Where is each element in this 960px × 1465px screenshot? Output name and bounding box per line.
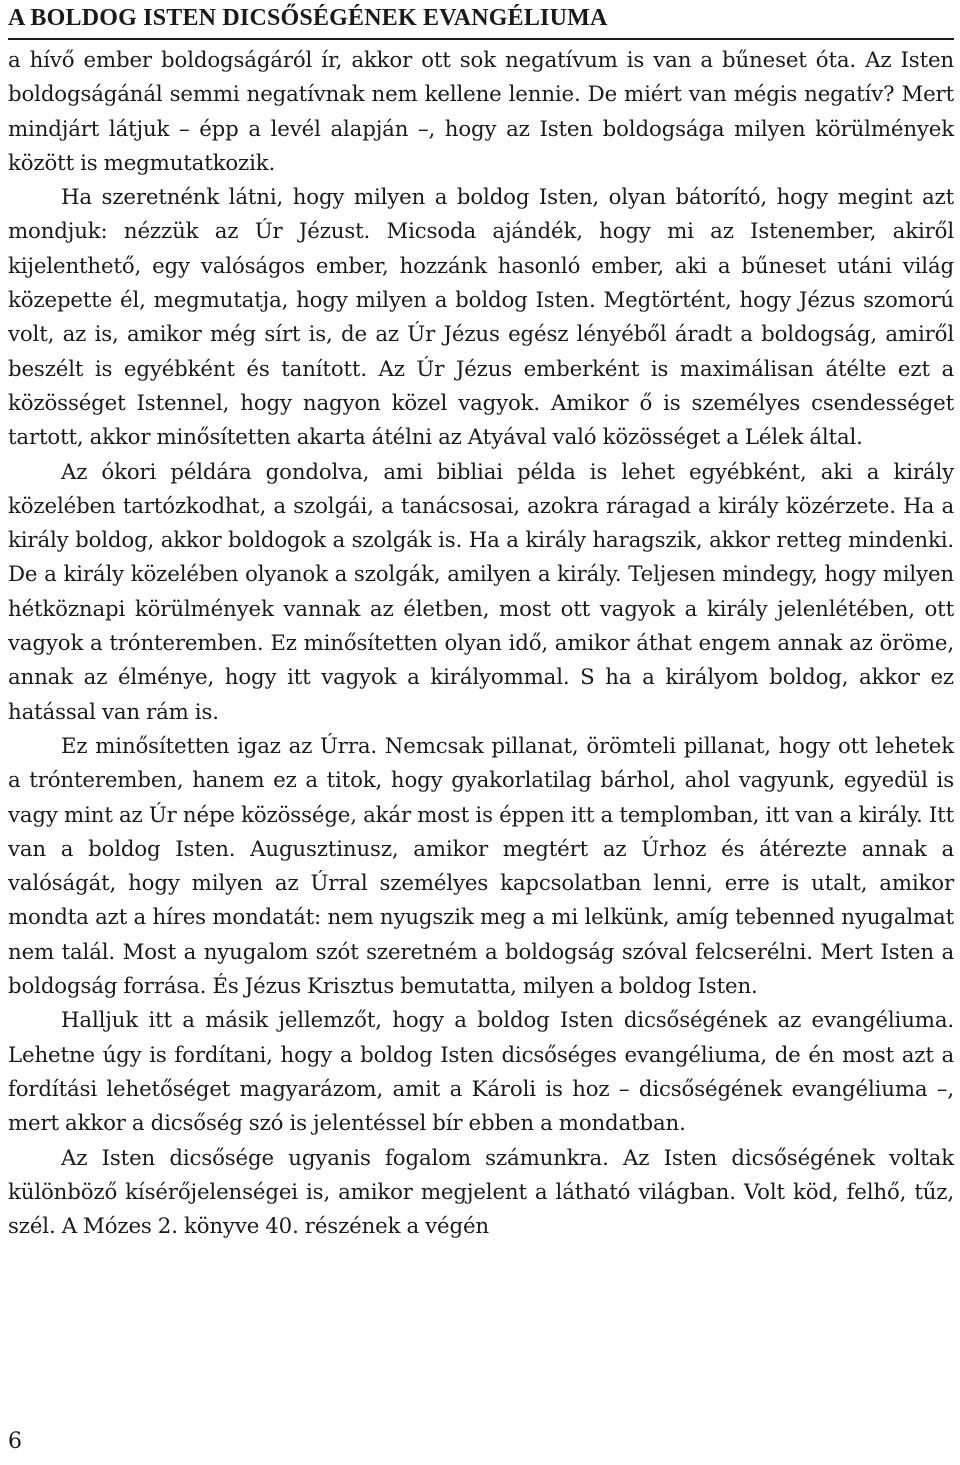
paragraph: Halljuk itt a másik jellemzőt, hogy a boldog Isten dicsőségének az evangéliuma. Lehetne úgy is fordítani, hogy a boldog Isten dicsőséges evangéliuma, de én most azt a fordítási lehetőséget magyarázom, amit a Károli is hoz – dicsőségének evangéliuma –, mert akkor a dicsőség szó is jelentéssel bír ebben a mondatban.: [8, 1008, 954, 1137]
paragraph: Ha szeretnénk látni, hogy milyen a boldog Isten, olyan bátorító, hogy megint azt mondjuk: nézzük az Úr Jézust. Micsoda ajándék, hogy mi az Istenember, akiről kijelenthető, egy valóságos ember, hozzánk hasonló ember, aki a bűneset utáni világ közepette él, megmutatja, hogy milyen a boldog Isten. Megtörtént, hogy Jézus szomorú volt, az is, amikor még sírt is, de az Úr Jézus egész lényéből áradt a boldogság, amiről beszélt is egyébként és tanított. Az Úr Jézus emberként is maximálisan átélte ezt a közösséget Istennel, hogy nagyon közel vagyok. Amikor ő is személyes csendességet tartott, akkor minősítetten akarta átélni az Atyával való közösséget a Lélek által.: [8, 185, 954, 451]
paragraph: Az ókori példára gondolva, ami bibliai példa is lehet egyébként, aki a király közelében tartózkodhat, a szolgái, a tanácsosai, azokra ráragad a király közérzete. Ha a király boldog, akkor boldogok a szolgák is. Ha a király haragszik, akkor retteg mindenki. De a király közelében olyanok a szolgák, amilyen a király. Teljesen mindegy, hogy milyen hétköznapi körülmények vannak az életben, most ott vagyok a király jelenlétében, ott vagyok a trónteremben. Ez minősítetten olyan idő, amikor áthat engem annak az öröme, annak az élménye, hogy itt vagyok a királyommal. S ha a királyom boldog, akkor ez hatással van rám is.: [8, 459, 954, 725]
paragraph: Az Isten dicsősége ugyanis fogalom számunkra. Az Isten dicsőségének voltak különböző kísérőjelenségei is, amikor megjelent a látható világban. Volt köd, felhő, tűz, szél. A Mózes 2. könyve 40. részének a végén: [8, 1145, 954, 1240]
paragraph: Ez minősítetten igaz az Úrra. Nemcsak pillanat, örömteli pillanat, hogy ott lehetek a trónteremben, hanem ez a titok, hogy gyakorlatilag bárhol, ahol vagyunk, egyedül is vagy mint az Úr népe közössége, akár most is éppen itt a templomban, itt van a király. Itt van a boldog Isten. Augusztinusz, amikor megtért az Úrhoz és átérezte annak a valóságát, hogy milyen az Úrral személyes kapcsolatban lenni, erre is utalt, amikor mondta azt a híres mondatát: nem nyugszik meg a mi lelkünk, amíg tebenned nyugalmat nem talál. Most a nyugalom szót szeretném a boldogság szóval felcserélni. Mert Isten a boldogság forrása. És Jézus Krisztus bemutatta, milyen a boldog Isten.: [8, 733, 954, 1000]
running-title: A BOLDOG ISTEN DICSŐSÉGÉNEK EVANGÉLIUMA: [8, 0, 954, 40]
page-number: 6: [8, 1429, 22, 1454]
document-page: [8, 0, 954, 1465]
paragraph-continued: a hívő ember boldogságáról ír, akkor ott sok negatívum is van a bűneset óta. Az Isten boldogságánál semmi negatívnak nem kellene lennie. De miért van mégis negatív? Mert mindjárt látjuk – épp a levél alapján –, hogy az Isten boldogsága milyen körülmények között is megmutatkozik.: [8, 48, 954, 176]
body-text: [8, 44, 954, 1244]
